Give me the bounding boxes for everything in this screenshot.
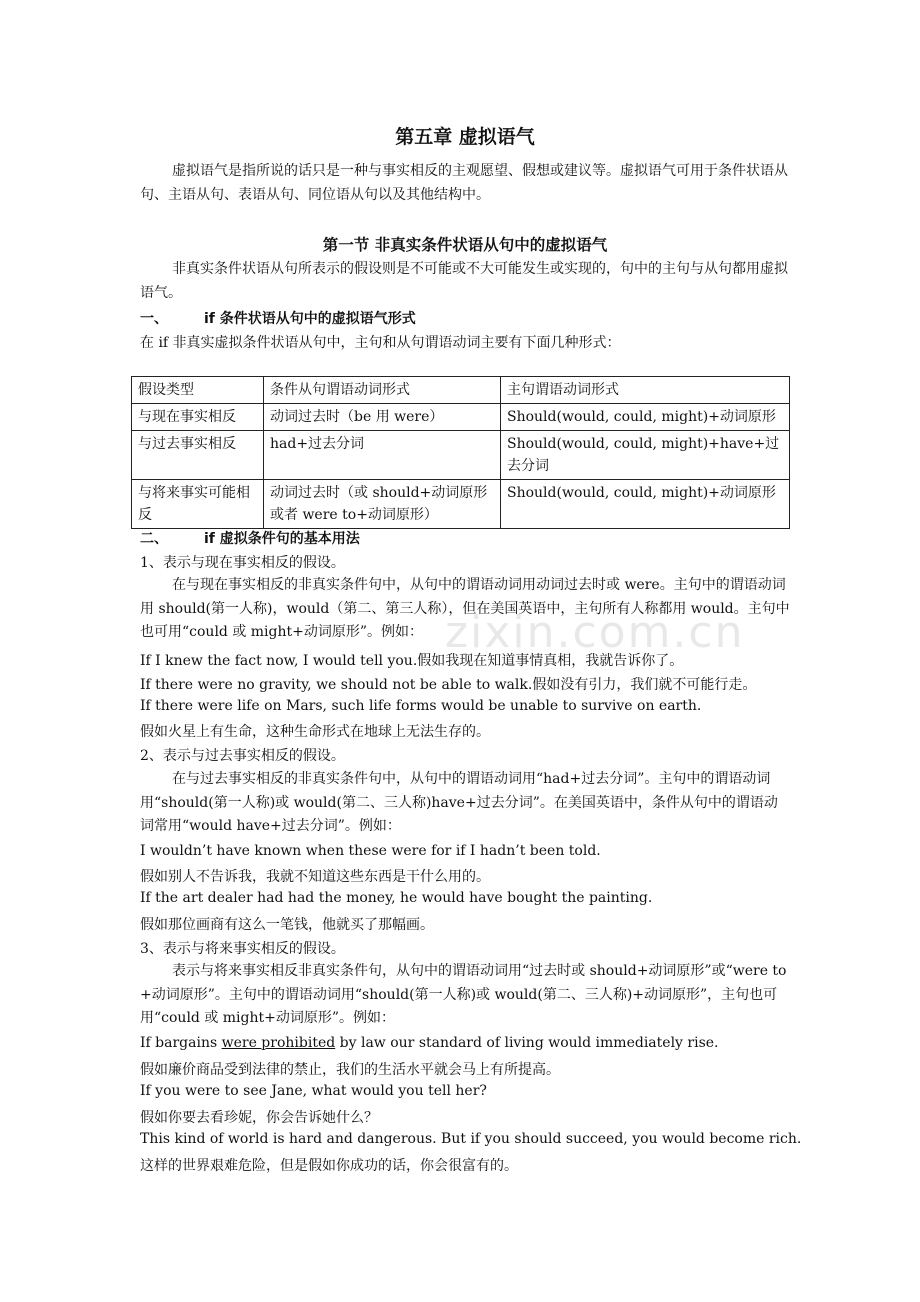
table-row <box>132 480 790 529</box>
table-header: 主句谓语动词形式 <box>501 377 790 404</box>
table-cell: had+过去分词 <box>264 431 501 480</box>
example-line: I wouldn’t have known when these were for if I hadn’t been told. <box>140 843 601 859</box>
example-line: If you were to see Jane, what would you tell her? <box>140 1083 487 1099</box>
paragraph-1: 在与现在事实相反的非真实条件句中，从句中的谓语动词用动词过去时或 were。主句中的谓语动词用 should(第一人称)，would（第二、第三人称），但在美国英语中，主句所有人称都用 would。主句中也可用“could 或 might+动词原形”。例如： <box>140 577 790 640</box>
example-translation: 这样的世界艰难危险，但是假如你成功的话，你会很富有的。 <box>140 1158 518 1174</box>
heading-2 <box>140 528 360 548</box>
heading-1-intro: 在 if 非真实虚拟条件状语从句中，主句和从句谓语动词主要有下面几种形式： <box>140 335 621 351</box>
table-cell: 动词过去时（或 should+动词原形或者 were to+动词原形） <box>264 480 501 529</box>
example-line: If I knew the fact now, I would tell you.假如我现在知道事情真相，我就告诉你了。 <box>140 653 684 669</box>
underlined-phrase: were prohibited <box>221 1035 336 1051</box>
example-line: If there were life on Mars, such life forms would be unable to survive on earth. <box>140 698 702 714</box>
section-title: 第一节 非真实条件状语从句中的虚拟语气 <box>322 236 608 254</box>
example-line: If the art dealer had had the money, he would have bought the painting. <box>140 890 653 906</box>
table-cell: Should(would, could, might)+动词原形 <box>501 480 790 529</box>
table-header-row <box>132 377 790 404</box>
table-cell: Should(would, could, might)+have+过去分词 <box>501 431 790 480</box>
subheading-1: 1、表示与现在事实相反的假设。 <box>140 555 345 571</box>
example-translation: 假如你要去看珍妮，你会告诉她什么？ <box>140 1110 378 1126</box>
example-line <box>140 1035 790 1051</box>
table-cell: Should(would, could, might)+动词原形 <box>501 404 790 431</box>
example-text: If bargains <box>140 1035 222 1051</box>
heading-1-number: 一、 <box>140 311 168 327</box>
example-translation: 假如别人不告诉我，我就不知道这些东西是干什么用的。 <box>140 869 490 885</box>
example-line: If there were no gravity, we should not be able to walk.假如没有引力，我们就不可能行走。 <box>140 677 757 693</box>
paragraph-3: 表示与将来事实相反非真实条件句，从句中的谓语动词用“过去时或 should+动词原形”或“were to +动词原形”。主句中的谓语动词用“should(第一人称)或 would(第二、三人称)+动词原形”，主句也可用“could 或 might+动词原形”。例如： <box>140 963 787 1026</box>
table-cell: 与过去事实相反 <box>132 431 264 480</box>
table-cell: 与现在事实相反 <box>132 404 264 431</box>
example-line: This kind of world is hard and dangerous. But if you should succeed, you would become rich. <box>140 1131 802 1147</box>
table-header: 条件从句谓语动词形式 <box>264 377 501 404</box>
heading-1-text: if 条件状语从句中的虚拟语气形式 <box>204 311 416 327</box>
watermark: zixin.com.cn <box>445 607 745 658</box>
example-text: by law our standard of living would immediately rise. <box>335 1035 719 1051</box>
intro-paragraph: 虚拟语气是指所说的话只是一种与事实相反的主观愿望、假想或建议等。虚拟语气可用于条件状语从句、主语从句、表语从句、同位语从句以及其他结构中。 <box>140 163 788 203</box>
paragraph-2: 在与过去事实相反的非真实条件句中，从句中的谓语动词用“had+过去分词”。主句中的谓语动词用“should(第一人称)或 would(第二、三人称)have+过去分词”。在美国英语中，条件从句中的谓语动词常用“would have+过去分词”。例如： <box>140 771 778 834</box>
table-cell: 动词过去时（be 用 were） <box>264 404 501 431</box>
table-row <box>132 431 790 480</box>
chapter-title: 第五章 虚拟语气 <box>395 126 535 148</box>
section-intro: 非真实条件状语从句所表示的假设则是不可能或不大可能发生或实现的，句中的主句与从句都用虚拟语气。 <box>140 261 788 301</box>
subheading-3: 3、表示与将来事实相反的假设。 <box>140 941 345 957</box>
form-table <box>131 376 790 529</box>
table-row <box>132 404 790 431</box>
table-cell: 与将来事实可能相反 <box>132 480 264 529</box>
table-header: 假设类型 <box>132 377 264 404</box>
example-translation: 假如火星上有生命，这种生命形式在地球上无法生存的。 <box>140 724 490 740</box>
heading-1 <box>140 308 416 328</box>
subheading-2: 2、表示与过去事实相反的假设。 <box>140 748 345 764</box>
heading-2-number: 二、 <box>140 531 168 547</box>
example-translation: 假如那位画商有这么一笔钱，他就买了那幅画。 <box>140 917 434 933</box>
heading-2-text: if 虚拟条件句的基本用法 <box>204 531 360 547</box>
example-translation: 假如廉价商品受到法律的禁止，我们的生活水平就会马上有所提高。 <box>140 1062 560 1078</box>
